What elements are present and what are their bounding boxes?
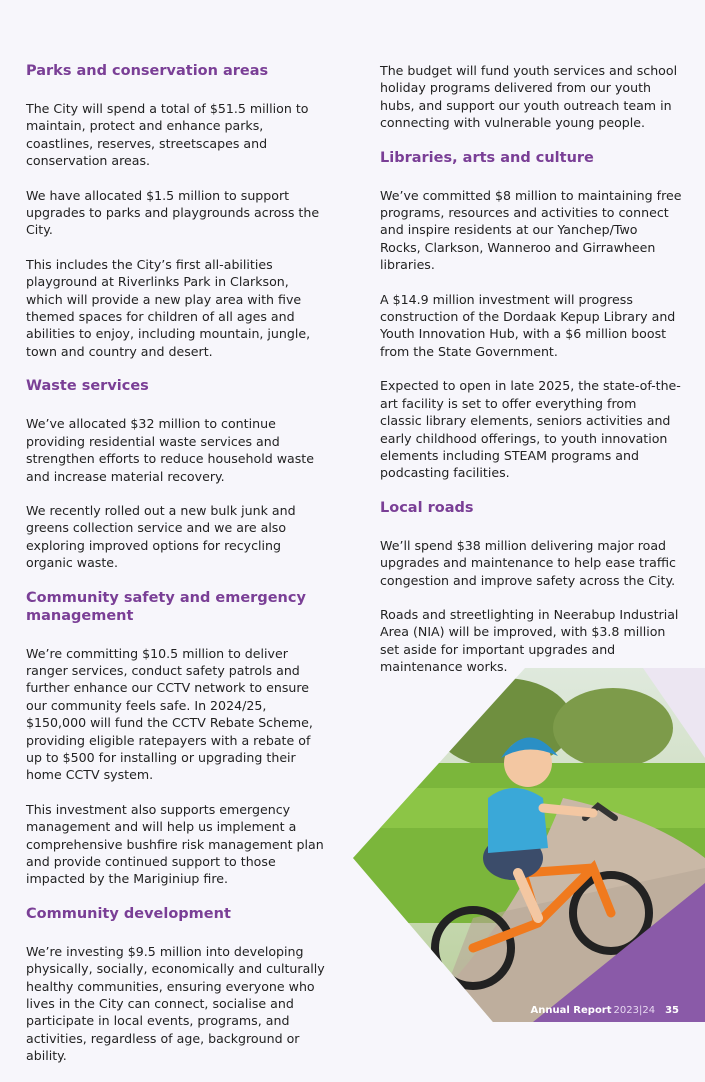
heading-roads: Local roads bbox=[380, 499, 474, 516]
heading-community: Community development bbox=[26, 905, 231, 922]
section-roads bbox=[380, 499, 682, 676]
heading-parks: Parks and conservation areas bbox=[26, 63, 269, 79]
section-waste bbox=[26, 377, 326, 571]
heading-libraries: Libraries, arts and culture bbox=[380, 149, 594, 166]
section-libraries bbox=[380, 149, 682, 482]
paragraph: This investment also supports emergency management and will help us implement a comprehensive bushfire risk management plan and provide continued support to those impacted by the Mariginiup fire. bbox=[26, 801, 324, 887]
child-on-bike-photo bbox=[353, 668, 705, 1022]
section-safety bbox=[26, 589, 326, 888]
footer-title: Annual Report bbox=[530, 1005, 612, 1016]
paragraph: Roads and streetlighting in Neerabup Industrial Area (NIA) will be improved, with $3.8 million set aside for important upgrades and maintenance works. bbox=[380, 606, 679, 675]
left-column bbox=[26, 62, 326, 1082]
section-parks bbox=[26, 62, 326, 360]
right-column bbox=[380, 62, 682, 693]
section-community bbox=[26, 905, 326, 1065]
paragraph: We’ll spend $38 million delivering major road upgrades and maintenance to help ease traffic congestion and improve safety across the City. bbox=[380, 537, 676, 588]
paragraph: We’re investing $9.5 million into developing physically, socially, economically and culturally healthy communities, ensuring everyone who lives in the City can connect, socialise and participate in local events, programs, and activities, regardless of age, background or ability. bbox=[26, 943, 325, 1064]
footer-year: 2023|24 bbox=[613, 1005, 656, 1016]
paragraph: We recently rolled out a new bulk junk and greens collection service and we are also exploring improved options for recycling organic waste. bbox=[26, 502, 296, 571]
paragraph: This includes the City’s first all-abilities playground at Riverlinks Park in Clarkson, which will provide a new play area with five themed spaces for children of all ages and abilities to enjoy, including mountain, jungle, town and country and desert. bbox=[26, 256, 311, 359]
paragraph: We’ve committed $8 million to maintaining free programs, resources and activities to connect and inspire residents at our Yanchep/Two Rocks, Clarkson, Wanneroo and Girrawheen libraries. bbox=[380, 187, 682, 273]
paragraph-youth: The budget will fund youth services and school holiday programs delivered from our youth hubs, and support our youth outreach team in connecting with vulnerable young people. bbox=[380, 63, 678, 131]
page-number: 35 bbox=[665, 1005, 679, 1016]
paragraph: A $14.9 million investment will progress construction of the Dordaak Kepup Library and Youth Innovation Hub, with a $6 million boost from the State Government. bbox=[380, 291, 676, 359]
page-footer bbox=[531, 1005, 679, 1016]
paragraph: We have allocated $1.5 million to support upgrades to parks and playgrounds across the City. bbox=[26, 187, 320, 238]
paragraph: Expected to open in late 2025, the state-of-the-art facility is set to offer everything from classic library elements, seniors activities and early childhood offerings, to youth innovation elements including STEAM programs and podcasting facilities. bbox=[380, 378, 681, 481]
paragraph: We’ve allocated $32 million to continue providing residential waste services and strengthen efforts to reduce household waste and increase material recovery. bbox=[26, 416, 314, 484]
paragraph: The City will spend a total of $51.5 million to maintain, protect and enhance parks, coastlines, reserves, streetscapes and conservation areas. bbox=[26, 101, 309, 169]
heading-waste: Waste services bbox=[26, 378, 149, 395]
heading-safety: Community safety and emergency management bbox=[26, 589, 306, 624]
paragraph: We’re committing $10.5 million to deliver ranger services, conduct safety patrols and further enhance our CCTV network to ensure our community feels safe. In 2024/25, $150,000 will fund the CCTV Rebate Scheme, providing eligible ratepayers with a rebate of up to $500 for installing or upgrading their home CCTV system. bbox=[26, 645, 313, 783]
